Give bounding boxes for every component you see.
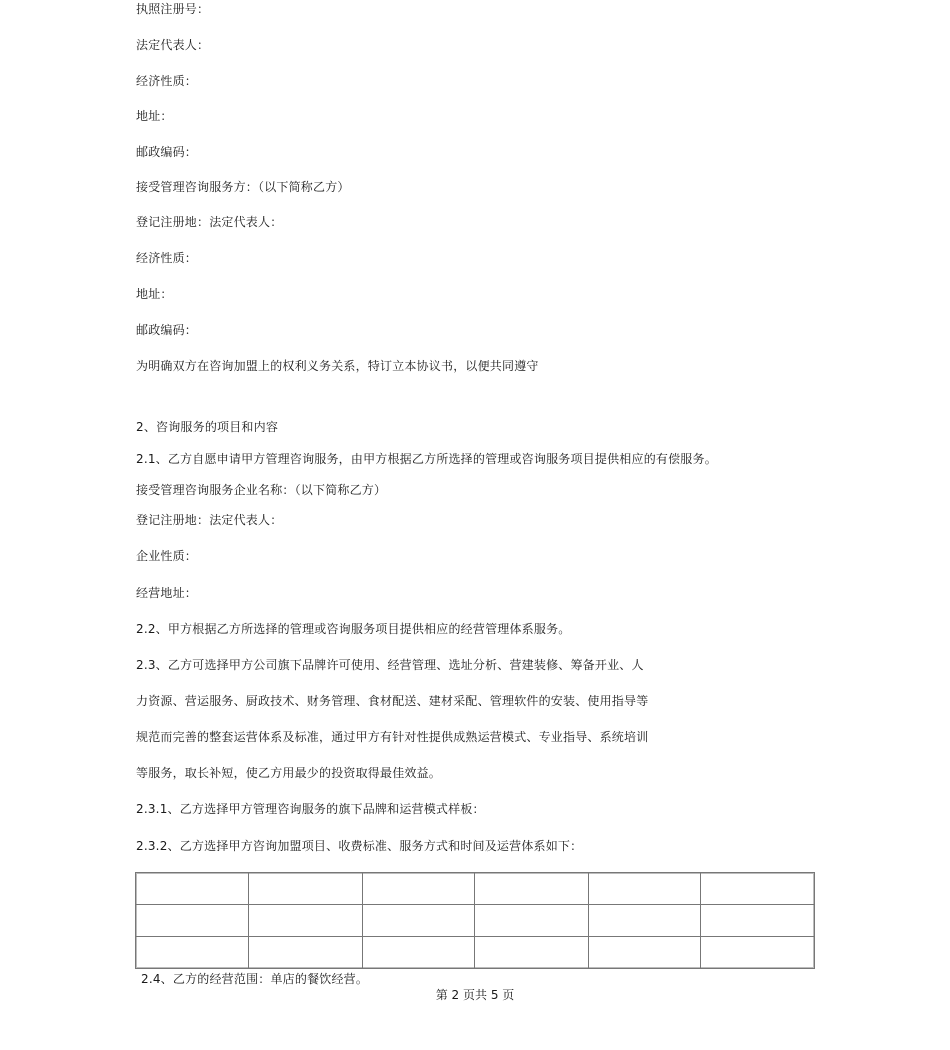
table-cell <box>589 873 701 905</box>
table-row <box>136 937 815 969</box>
text-line: 地址： <box>136 109 173 123</box>
text-line: 2.2、甲方根据乙方所选择的管理或咨询服务项目提供相应的经营管理体系服务。 <box>136 622 571 636</box>
text-line: 等服务，取长补短，使乙方用最少的投资取得最佳效益。 <box>136 766 442 780</box>
text-line: 2.1、乙方自愿申请甲方管理咨询服务，由甲方根据乙方所选择的管理或咨询服务项目提供相应的有偿服务。 <box>136 452 717 466</box>
table-cell <box>475 937 589 969</box>
text-line: 执照注册号： <box>136 2 210 16</box>
table-cell <box>249 937 363 969</box>
text-line: 2.3.1、乙方选择甲方管理咨询服务的旗下品牌和运营模式样板： <box>136 802 485 816</box>
text-line: 力资源、营运服务、厨政技术、财务管理、食材配送、建材采配、管理软件的安装、使用指导等 <box>136 694 649 708</box>
section-heading: 2、咨询服务的项目和内容 <box>136 420 279 434</box>
table-cell <box>136 905 249 937</box>
text-line: 2.3、乙方可选择甲方公司旗下品牌许可使用、经营管理、选址分析、营建装修、筹备开业、人 <box>136 658 644 672</box>
text-line: 规范而完善的整套运营体系及标准，通过甲方有针对性提供成熟运营模式、专业指导、系统培训 <box>136 730 649 744</box>
table-cell <box>475 905 589 937</box>
table-cell <box>701 937 815 969</box>
text-line: 经济性质： <box>136 74 198 88</box>
text-line: 邮政编码： <box>136 323 198 337</box>
table-cell <box>589 905 701 937</box>
text-line: 经济性质： <box>136 251 198 265</box>
text-line: 法定代表人： <box>136 38 210 52</box>
text-line: 地址： <box>136 287 173 301</box>
table-cell <box>136 937 249 969</box>
table-cell <box>136 873 249 905</box>
text-line: 企业性质： <box>136 549 198 563</box>
text-line: 2.4、乙方的经营范围：单店的餐饮经营。 <box>141 972 369 986</box>
table-cell <box>249 905 363 937</box>
text-line: 为明确双方在咨询加盟上的权利义务关系，特订立本协议书，以便共同遵守 <box>136 359 539 373</box>
table-cell <box>363 905 475 937</box>
text-line: 经营地址： <box>136 586 198 600</box>
table-cell <box>475 873 589 905</box>
table-cell <box>363 937 475 969</box>
table-cell <box>701 905 815 937</box>
page-number: 第 2 页共 5 页 <box>435 988 515 1002</box>
table-row <box>136 873 815 905</box>
text-line: 登记注册地：法定代表人： <box>136 215 283 229</box>
table-cell <box>589 937 701 969</box>
service-items-table <box>135 872 815 969</box>
text-line: 登记注册地：法定代表人： <box>136 513 283 527</box>
table-cell <box>249 873 363 905</box>
text-line: 邮政编码： <box>136 145 198 159</box>
text-line: 接受管理咨询服务企业名称：（以下简称乙方） <box>136 483 387 497</box>
text-line: 接受管理咨询服务方：（以下简称乙方） <box>136 180 350 194</box>
table-row <box>136 905 815 937</box>
table-cell <box>363 873 475 905</box>
text-line: 2.3.2、乙方选择甲方咨询加盟项目、收费标准、服务方式和时间及运营体系如下： <box>136 839 583 853</box>
table-cell <box>701 873 815 905</box>
